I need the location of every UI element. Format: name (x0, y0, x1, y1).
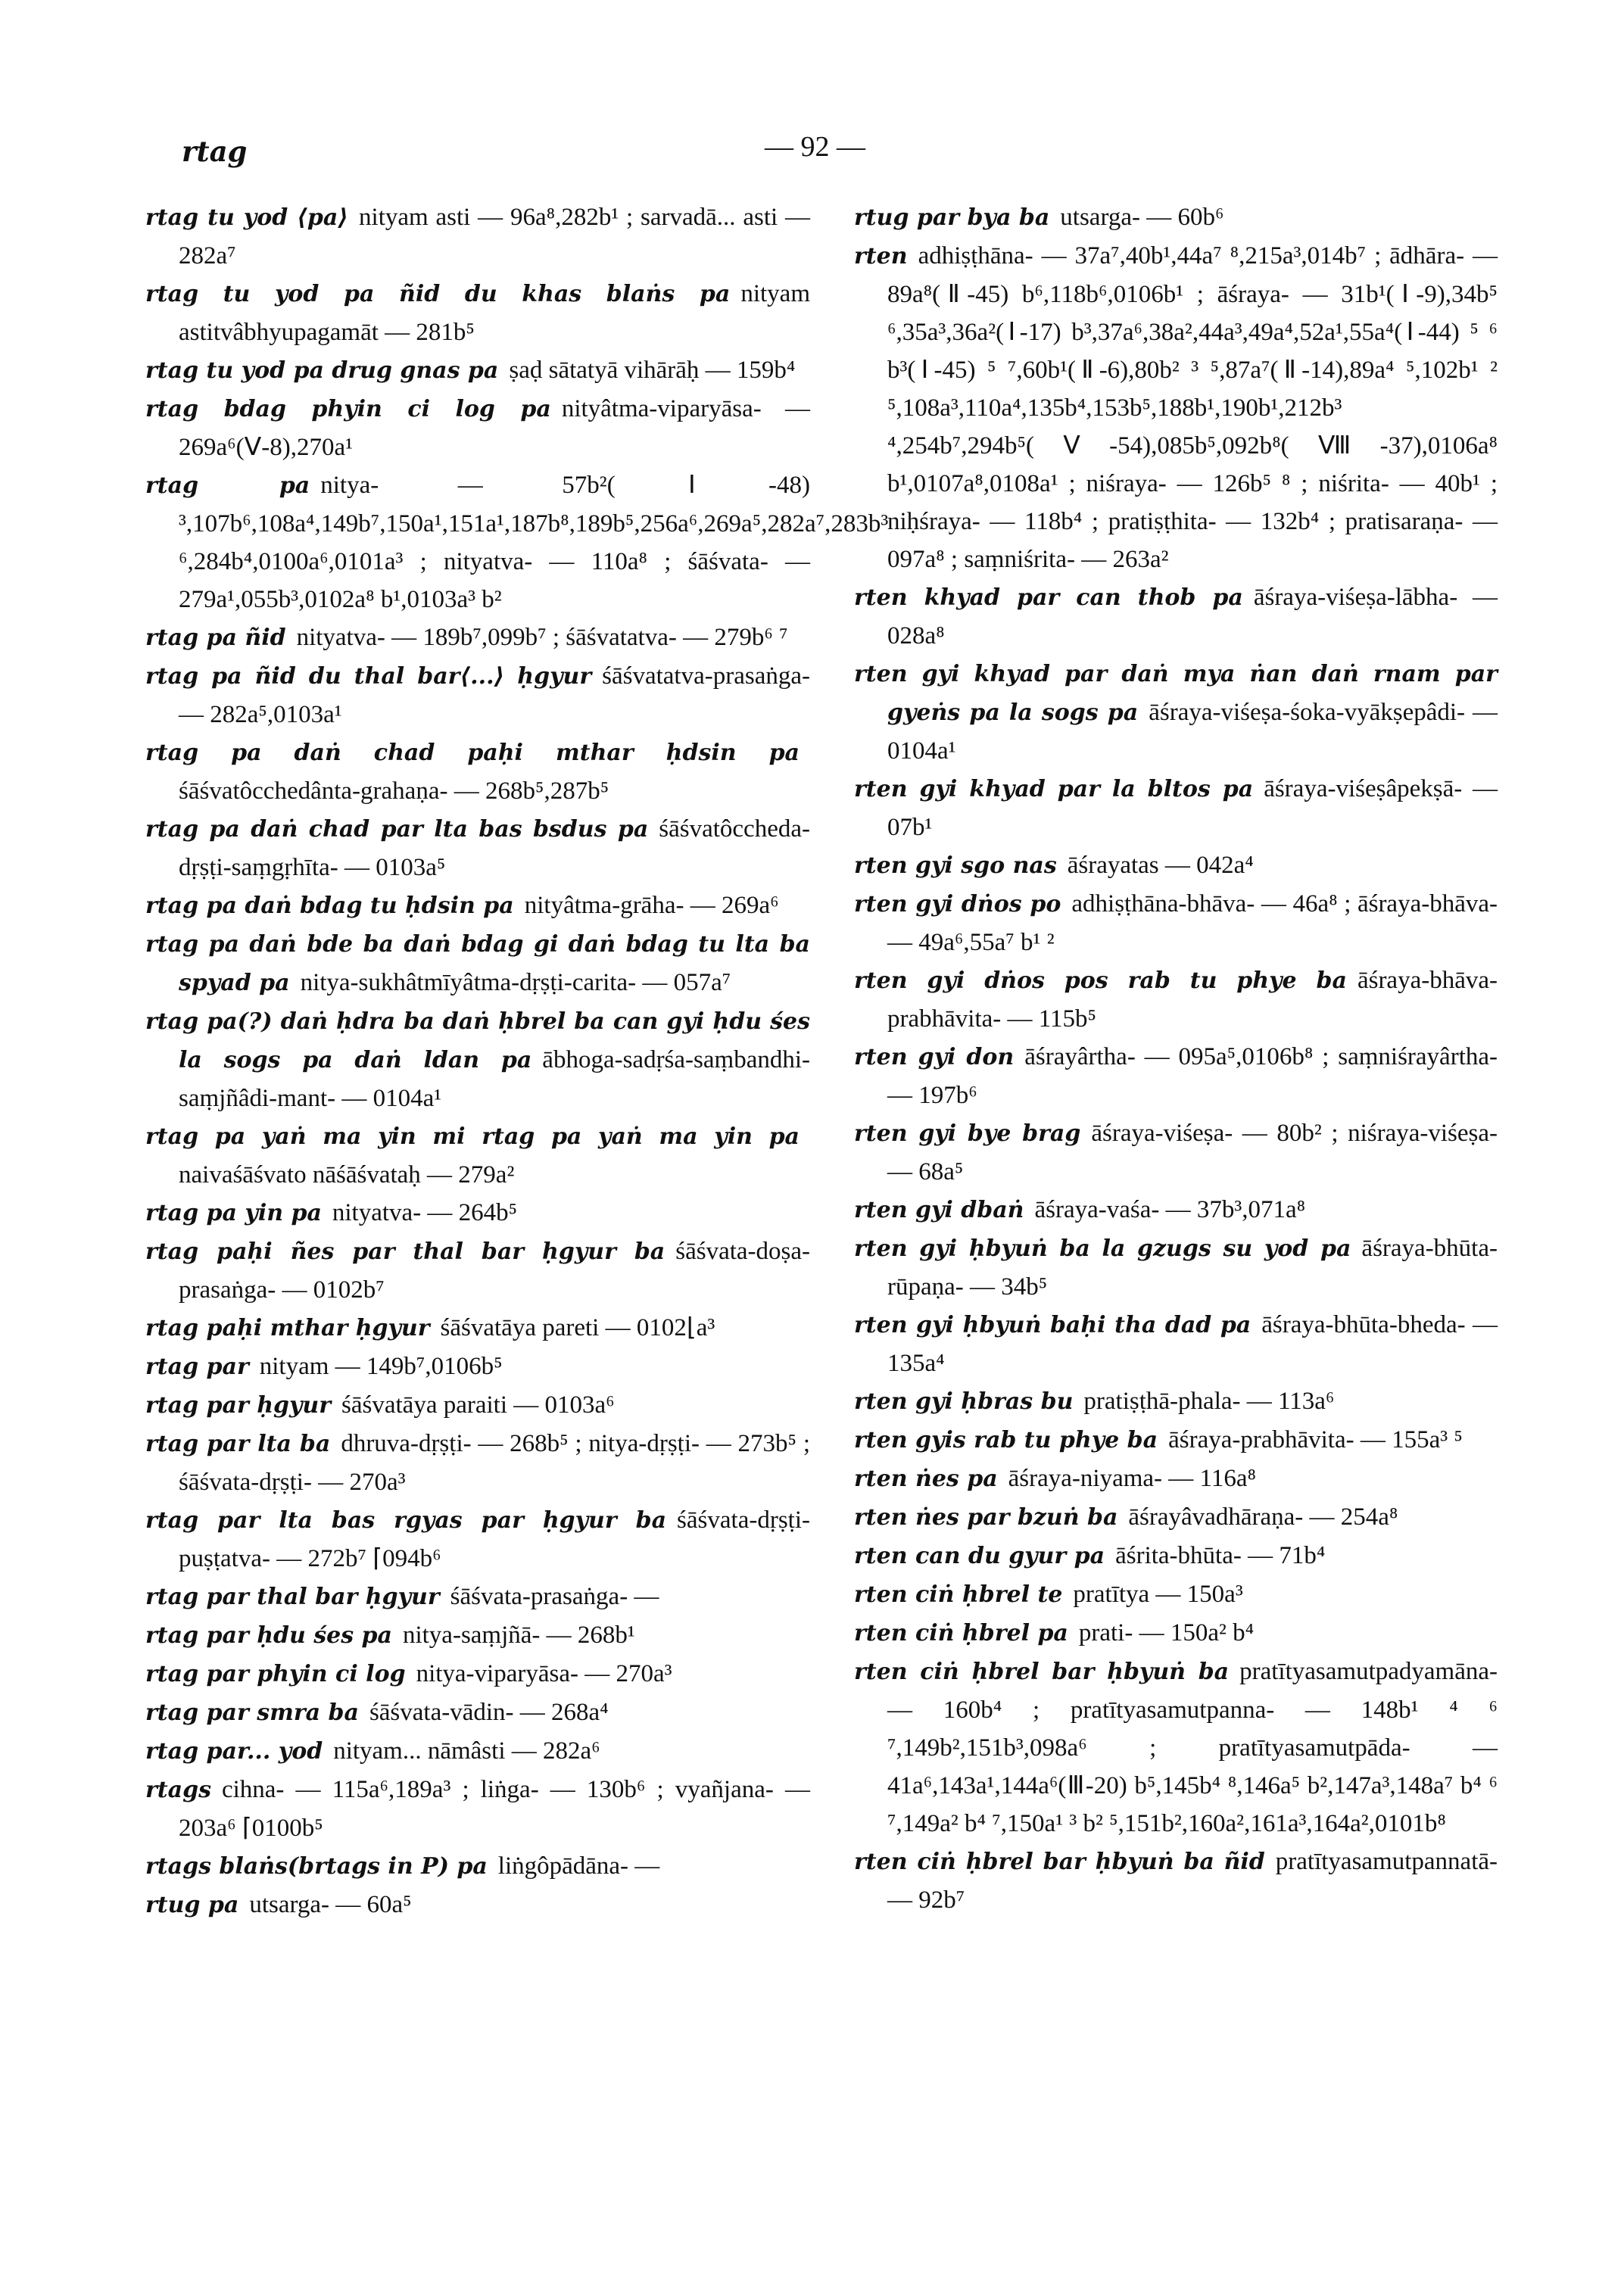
entry-headword: rtag paḥi mthar ḥgyur (145, 1315, 430, 1341)
dictionary-entry (145, 657, 810, 734)
entry-headword: rten ciṅ ḥbrel bar ḥbyuṅ ba (854, 1659, 1230, 1685)
dictionary-entry (145, 1771, 810, 1847)
entry-definition: āśraya-bhāva-prabhāvita- — 115b⁵ (887, 967, 1498, 1033)
entry-headword: rtag pa daṅ chad paḥi mthar ḥdsin pa (145, 740, 800, 766)
dictionary-entry (145, 1309, 810, 1347)
entry-headword: rtag par (145, 1354, 249, 1380)
dictionary-entry (854, 1229, 1498, 1306)
entry-headword: rtag pa daṅ bdag tu ḥdsin pa (145, 893, 514, 919)
dictionary-entry (145, 1425, 810, 1501)
entry-headword: rtag pa yaṅ ma yin mi rtag pa yaṅ ma yin pa (145, 1123, 800, 1150)
entry-definition: nityatva- — 189b⁷,099b⁷ ; śāśvatatva- — 279b⁶ ⁷ (296, 624, 788, 651)
entry-headword: rtag par smra ba (145, 1699, 359, 1726)
entry-headword: rten ṅes par bzuṅ ba (854, 1504, 1118, 1531)
entry-headword: rten gyi bye brag (854, 1120, 1081, 1147)
entry-headword: rtag par thal bar ḥgyur (145, 1584, 440, 1610)
entry-definition: naivaśāśvato nāśāśvataḥ — 279a² (179, 1161, 515, 1189)
entry-headword: rtag bdag phyin ci log pa (145, 396, 551, 422)
dictionary-entry (854, 961, 1498, 1038)
dictionary-entry (854, 1460, 1498, 1498)
dictionary-entry (854, 885, 1498, 961)
dictionary-entry (854, 770, 1498, 846)
entry-headword: rten gyi ḥbyuṅ baḥi tha dad pa (854, 1312, 1252, 1338)
dictionary-entry (145, 1194, 810, 1232)
dictionary-entry (854, 655, 1498, 770)
entry-definition: āśraya-prabhāvita- — 155a³ ⁵ (1168, 1426, 1463, 1453)
dictionary-entry (145, 1886, 810, 1924)
entry-headword: rtug pa (145, 1892, 239, 1918)
dictionary-entry (854, 198, 1498, 237)
entry-definition: dhruva-dṛṣṭi- — 268b⁵ ; nitya-dṛṣṭi- — 273b⁵ ; śāśvata-dṛṣṭi- — 270a³ (179, 1430, 810, 1496)
dictionary-entry (854, 1537, 1498, 1575)
entry-definition: āśrayârtha- — 095a⁵,0106b⁸ ; saṃniśrayârtha- — 197b⁶ (887, 1043, 1498, 1109)
entry-definition: ābhoga-sadṛśa-saṃbandhi-saṃjñâdi-mant- — 0104a¹ (179, 1046, 810, 1112)
dictionary-entry (145, 886, 810, 925)
entry-headword: rtags (145, 1777, 211, 1803)
entry-definition: śāśvata-doṣa-prasaṅga- — 0102b⁷ (179, 1238, 810, 1304)
entry-headword: rtags blaṅs(brtags in P) pa (145, 1853, 488, 1880)
dictionary-entry (145, 1732, 810, 1771)
entry-headword: rtag pa ñid (145, 625, 286, 651)
dictionary-entry (854, 1191, 1498, 1229)
dictionary-entry (854, 1843, 1498, 1919)
entry-headword: rtag tu yod pa ñid du khas blaṅs pa (145, 281, 731, 307)
entry-headword: rtag pa (145, 472, 310, 499)
entry-definition: nitya- — 57b²(Ⅰ-48) ³,107b⁶,108a⁴,149b⁷,150a¹,151a¹,187b⁸,189b⁵,256a⁶,269a⁵,282a⁷,283b³ ⁶,284b⁴,0100a⁶,0101a³ ; nityatva- — 110a⁸ ; śāśvata- — 279a¹,055b³,0102a⁸ b¹,0103a³ b² (179, 472, 889, 613)
entry-headword: rtag tu yod pa drug gnas pa (145, 357, 499, 384)
dictionary-entry (145, 1655, 810, 1693)
entry-definition: śāśvatāya pareti — 0102⌊a³ (440, 1314, 715, 1341)
entry-headword: rtag pa ñid du thal bar⟨...⟩ ḥgyur (145, 663, 592, 690)
entry-headword: rten gyi khyad par la bltos pa (854, 776, 1254, 802)
entry-headword: rtag par... yod (145, 1738, 323, 1765)
entry-definition: śāśvatôccheda-dṛṣṭi-saṃgṛhīta- — 0103a⁵ (179, 815, 810, 881)
entry-definition: āśrayatas — 042a⁴ (1067, 852, 1254, 879)
entry-definition: pratiṣṭhā-phala- — 113a⁶ (1083, 1388, 1335, 1415)
dictionary-entry (145, 925, 810, 1002)
dictionary-entry (145, 1693, 810, 1732)
entry-definition: nitya-viparyāsa- — 270a³ (416, 1660, 672, 1687)
entry-definition: śāśvata-dṛṣṭi-puṣṭatva- — 272b⁷ ⌈094b⁶ (179, 1506, 810, 1572)
entry-definition: nityâtma-viparyāsa- — 269a⁶(Ⅴ-8),270a¹ (179, 395, 810, 461)
entry-headword: rtag pa(?) daṅ ḥdra ba daṅ ḥbrel ba can gyi ḥdu śes la sogs pa daṅ ldan pa (145, 1008, 810, 1073)
entry-headword: rten gyi don (854, 1044, 1015, 1070)
dictionary-entry (145, 1616, 810, 1655)
entry-definition: śāśvatatva-prasaṅga- — 282a⁵,0103a¹ (179, 662, 810, 728)
dictionary-entry (854, 1575, 1498, 1614)
entry-definition: prati- — 150a² b⁴ (1078, 1619, 1255, 1647)
dictionary-entry (854, 1114, 1498, 1191)
dictionary-entry (854, 1653, 1498, 1843)
entry-definition: pratītyasamutpadyamāna- — 160b⁴ ; pratītyasamutpanna- — 148b¹ ⁴ ⁶ ⁷,149b²,151b³,098a⁶ ; pratītyasamutpāda- — 41a⁶,143a¹,144a⁶(Ⅲ-20) b⁵,145b⁴ ⁸,146a⁵ b²,147a³,148a⁷ b⁴ ⁶ ⁷,149a² b⁴ ⁷,150a¹ ³ b² ⁵,151b²,160a²,161a³,164a²,0101b⁸ (887, 1658, 1498, 1837)
dictionary-entry (854, 1498, 1498, 1537)
dictionary-entry (145, 351, 810, 390)
dictionary-entry (854, 1382, 1498, 1421)
entry-definition: nityatva- — 264b⁵ (332, 1199, 518, 1226)
entry-headword: rtag par phyin ci log (145, 1661, 406, 1687)
entry-headword: rten khyad par can thob pa (854, 584, 1243, 611)
dictionary-entry (854, 1614, 1498, 1653)
entry-definition: āśraya-viśeṣâpekṣā- — 07b¹ (887, 775, 1498, 841)
entry-definition: nityam astitvâbhyupagamāt — 281b⁵ (179, 280, 810, 346)
entry-definition: śāśvata-prasaṅga- — (450, 1583, 659, 1610)
running-head: rtag (182, 135, 248, 168)
dictionary-entry (854, 846, 1498, 885)
entry-headword: rten gyi sgo nas (854, 852, 1057, 879)
dictionary-entry (145, 1117, 810, 1194)
entry-headword: rten gyi ḥbras bu (854, 1388, 1074, 1415)
entry-definition: adhiṣṭhāna- — 37a⁷,40b¹,44a⁷ ⁸,215a³,014b⁷ ; ādhāra- — 89a⁸(Ⅱ-45) b⁶,118b⁶,0106b¹ ; āśraya- — 31b¹(Ⅰ-9),34b⁵ ⁶,35a³,36a²(Ⅰ-17) b³,37a⁶,38a²,44a³,49a⁴,52a¹,55a⁴(Ⅰ-44) ⁵ ⁶ b³(Ⅰ-45) ⁵ ⁷,60b¹(Ⅱ-6),80b² ³ ⁵,87a⁷(Ⅱ-14),89a⁴ ⁵,102b¹ ² ⁵,108a³,110a⁴,135b⁴,153b⁵,188b¹,190b¹,212b³ ⁴,254b⁷,294b⁵(Ⅴ-54),085b⁵,092b⁸(Ⅷ-37),0106a⁸ b¹,0107a⁸,0108a¹ ; niśraya- — 126b⁵ ⁸ ; niśrita- — 40b¹ ; niḥśraya- — 118b⁴ ; pratiṣṭhita- — 132b⁴ ; pratisaraṇa- — 097a⁸ ; saṃniśrita- — 263a² (887, 242, 1498, 573)
entry-definition: śāśvatāya paraiti — 0103a⁶ (341, 1391, 615, 1419)
entry-headword: rten gyi ḥbyuṅ ba la gzugs su yod pa (854, 1235, 1351, 1262)
entry-headword: rten (854, 243, 908, 269)
entry-headword: rtag paḥi ñes par thal bar ḥgyur ba (145, 1238, 665, 1265)
entry-definition: nityam — 149b⁷,0106b⁵ (259, 1353, 503, 1380)
dictionary-entry (145, 618, 810, 657)
entry-headword: rten ciṅ ḥbrel pa (854, 1620, 1068, 1647)
entry-definition: śāśvatôcchedânta-grahaṇa- — 268b⁵,287b⁵ (179, 777, 609, 805)
entry-definition: nitya-sukhâtmīyâtma-dṛṣṭi-carita- — 057a⁷ (300, 969, 731, 996)
entry-definition: āśraya-viśeṣa- — 80b² ; niśraya-viśeṣa- — 68a⁵ (887, 1120, 1498, 1185)
dictionary-entry (145, 734, 810, 810)
dictionary-entry (145, 1002, 810, 1117)
dictionary-entry (145, 1347, 810, 1386)
dictionary-entry (854, 237, 1498, 578)
entry-definition: ṣaḍ sātatyā vihārāḥ — 159b⁴ (509, 357, 796, 384)
dictionary-entry (145, 1578, 810, 1616)
entry-definition: śāśvata-vādin- — 268a⁴ (369, 1699, 609, 1726)
page-number: — 92 — (765, 131, 865, 163)
entry-headword: rten gyi khyad par daṅ mya ṅan daṅ rnam par gyeṅs pa la sogs pa (854, 661, 1498, 726)
dictionary-entry (145, 1847, 810, 1886)
entry-headword: rtag pa daṅ bde ba daṅ bdag gi daṅ bdag tu lta ba spyad pa (145, 931, 810, 996)
entry-headword: rten gyi dṅos po (854, 891, 1061, 918)
entry-headword: rten gyis rab tu phye ba (854, 1427, 1158, 1453)
dictionary-entry (854, 1306, 1498, 1382)
dictionary-entry (854, 578, 1498, 655)
entry-definition: nitya-saṃjñā- — 268b¹ (402, 1622, 635, 1649)
entry-definition: āśraya-bhūta-bheda- — 135a⁴ (887, 1311, 1498, 1377)
dictionary-entry (145, 1232, 810, 1309)
entry-definition: adhiṣṭhāna-bhāva- — 46a⁸ ; āśraya-bhāva- — 49a⁶,55a⁷ b¹ ² (887, 890, 1498, 956)
entry-definition: utsarga- — 60a⁵ (249, 1891, 412, 1918)
entry-definition: āśraya-viśeṣa-lābha- — 028a⁸ (887, 584, 1498, 650)
dictionary-entry (145, 466, 889, 618)
entry-definition: āśrita-bhūta- — 71b⁴ (1115, 1542, 1326, 1569)
entry-headword: rten gyi dbaṅ (854, 1197, 1024, 1223)
entry-headword: rten ciṅ ḥbrel te (854, 1581, 1063, 1608)
entry-definition: āśraya-niyama- — 116a⁸ (1008, 1465, 1256, 1492)
entry-definition: pratītya — 150a³ (1073, 1581, 1243, 1608)
dictionary-entry (854, 1038, 1498, 1114)
dictionary-entry (145, 1501, 810, 1578)
entry-headword: rtag pa daṅ chad par lta bas bsdus pa (145, 816, 649, 843)
entry-definition: āśraya-bhūta-rūpaṇa- — 34b⁵ (887, 1235, 1498, 1301)
entry-headword: rtag par lta ba (145, 1431, 331, 1457)
entry-headword: rten ṅes pa (854, 1466, 998, 1492)
dictionary-entry (145, 275, 810, 351)
entry-headword: rten can du gyur pa (854, 1543, 1105, 1569)
entry-definition: nityam... nāmâsti — 282a⁶ (333, 1737, 600, 1765)
entry-headword: rtug par bya ba (854, 204, 1050, 231)
entry-definition: liṅgôpādāna- — (497, 1852, 660, 1880)
entry-headword: rtag pa yin pa (145, 1200, 322, 1226)
entry-headword: rtag tu yod ⟨pa⟩ (145, 204, 349, 231)
entry-headword: rten ciṅ ḥbrel bar ḥbyuṅ ba ñid (854, 1849, 1265, 1875)
entry-definition: nityam asti — 96a⁸,282b¹ ; sarvadā... asti — 282a⁷ (179, 204, 810, 269)
dictionary-entry (145, 1386, 810, 1425)
dictionary-entry (145, 390, 810, 466)
dictionary-entry (145, 810, 810, 886)
dictionary-entry (854, 1421, 1498, 1460)
entry-definition: utsarga- — 60b⁶ (1060, 204, 1224, 231)
entry-headword: rtag par ḥgyur (145, 1392, 332, 1419)
entry-headword: rten gyi dṅos pos rab tu phye ba (854, 967, 1347, 994)
dictionary-entry (145, 198, 810, 275)
entry-definition: āśraya-viśeṣa-śoka-vyākṣepâdi- — 0104a¹ (887, 699, 1498, 765)
entry-headword: rtag par ḥdu śes pa (145, 1622, 392, 1649)
entry-definition: pratītyasamutpannatā- — 92b⁷ (887, 1848, 1498, 1914)
right-column (854, 198, 1498, 1919)
entry-definition: āśraya-vaśa- — 37b³,071a⁸ (1034, 1196, 1306, 1223)
entry-definition: āśrayâvadhāraṇa- — 254a⁸ (1128, 1503, 1398, 1531)
entry-headword: rtag par lta bas rgyas par ḥgyur ba (145, 1507, 667, 1534)
entry-definition: cihna- — 115a⁶,189a³ ; liṅga- — 130b⁶ ; vyañjana- — 203a⁶ ⌈0100b⁵ (179, 1776, 810, 1842)
entry-definition: nityâtma-grāha- — 269a⁶ (524, 892, 779, 919)
